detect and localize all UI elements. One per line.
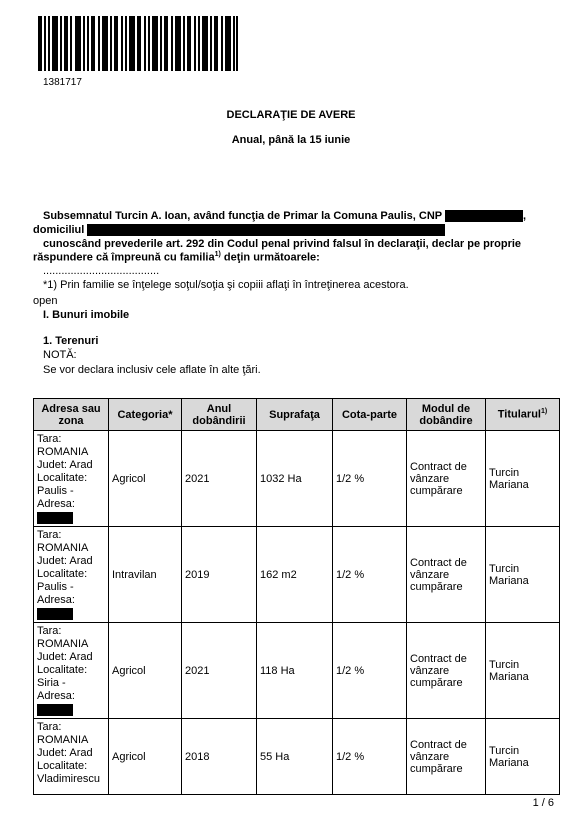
footnote-ref: 1): [214, 251, 221, 258]
document-title: DECLARAŢIE DE AVERE: [226, 109, 356, 121]
cell-holder: Turcin Mariana: [486, 719, 560, 795]
address-locality-value: Paulis -: [37, 485, 74, 497]
cell-area: 1032 Ha: [257, 431, 333, 527]
address-country-label: Tara:: [37, 529, 62, 541]
cell-year: 2021: [182, 431, 257, 527]
address-street-label: Adresa:: [37, 498, 75, 510]
address-locality-label: Localitate:: [37, 760, 88, 772]
intro-comma: ,: [523, 210, 527, 222]
redacted-address: [37, 512, 73, 524]
cell-year: 2018: [182, 719, 257, 795]
document-id: 1381717: [43, 77, 82, 88]
cell-address: [34, 527, 109, 623]
cell-category: Agricol: [109, 431, 182, 527]
holder-footnote-ref: 1): [540, 408, 548, 416]
address-county: Judet: Arad: [37, 651, 93, 663]
open-label: open: [33, 295, 58, 307]
intro-domicile-label: domiciliul: [33, 224, 85, 236]
cell-acquisition-mode: Contract de vânzare cumpărare: [407, 719, 486, 795]
col-header-holder: [486, 399, 560, 431]
cell-address: [34, 719, 109, 795]
intro-line-3: cunoscând prevederile art. 292 din Codul penal privind falsul în declaraţii, declar pe proprie: [43, 238, 522, 250]
cell-holder: Turcin Mariana: [486, 527, 560, 623]
address-locality-value: Siria -: [37, 677, 66, 689]
intro-tail-text: deţin următoarele:: [220, 251, 320, 264]
table-row: [34, 719, 560, 795]
cell-category: Agricol: [109, 719, 182, 795]
table-header-row: [34, 399, 560, 431]
cell-address: [34, 431, 109, 527]
cell-category: Intravilan: [109, 527, 182, 623]
redacted-address: [37, 608, 73, 620]
address-street-label: Adresa:: [37, 690, 75, 702]
address-country-value: ROMANIA: [37, 734, 89, 746]
col-header-area: Suprafaţa: [257, 399, 333, 431]
dots-line: ......................................: [43, 265, 160, 277]
barcode: [38, 16, 238, 71]
address-county: Judet: Arad: [37, 459, 93, 471]
address-country-label: Tara:: [37, 721, 62, 733]
table-row: [34, 431, 560, 527]
cell-year: 2019: [182, 527, 257, 623]
address-country-value: ROMANIA: [37, 446, 89, 458]
cell-area: 55 Ha: [257, 719, 333, 795]
redacted-domicile: [87, 224, 445, 236]
section-title: I. Bunuri imobile: [43, 309, 130, 321]
intro-line-2: [33, 224, 445, 236]
page-number: 1 / 6: [532, 797, 554, 809]
table-row: [34, 623, 560, 719]
address-country-label: Tara:: [37, 433, 62, 445]
cell-share: 1/2 %: [333, 527, 407, 623]
address-locality-label: Localitate:: [37, 664, 88, 676]
document-subtitle: Anual, până la 15 iunie: [231, 134, 351, 146]
address-locality-label: Localitate:: [37, 472, 88, 484]
address-locality-value: Paulis -: [37, 581, 74, 593]
nota-text: Se vor declara inclusiv cele aflate în alte ţări.: [43, 364, 261, 376]
col-header-year: Anul dobândirii: [182, 399, 257, 431]
cell-year: 2021: [182, 623, 257, 719]
col-header-share: Cota-parte: [333, 399, 407, 431]
cell-share: 1/2 %: [333, 623, 407, 719]
cell-area: 118 Ha: [257, 623, 333, 719]
address-country-value: ROMANIA: [37, 542, 89, 554]
intro-line-1: [43, 210, 526, 222]
table-row: [34, 527, 560, 623]
redacted-address: [37, 704, 73, 716]
family-footnote: *1) Prin familie se înţelege soţul/soţia şi copiii aflaţi în întreţinerea acestora.: [43, 279, 409, 291]
nota-label: NOTĂ:: [43, 349, 77, 361]
address-county: Judet: Arad: [37, 555, 93, 567]
address-locality-value: Vladimirescu: [37, 773, 100, 785]
address-locality-label: Localitate:: [37, 568, 88, 580]
intro-declarant-text: Subsemnatul Turcin A. Ioan, având funcţia de Primar la Comuna Paulis, CNP: [43, 210, 442, 222]
address-country-label: Tara:: [37, 625, 62, 637]
cell-acquisition-mode: Contract de vânzare cumpărare: [407, 623, 486, 719]
cell-acquisition-mode: Contract de vânzare cumpărare: [407, 431, 486, 527]
col-header-category: Categoria*: [109, 399, 182, 431]
cell-share: 1/2 %: [333, 431, 407, 527]
col-header-address: Adresa sau zona: [34, 399, 109, 431]
intro-family-text: răspundere că împreună cu familia: [33, 251, 215, 264]
address-street-label: Adresa:: [37, 594, 75, 606]
col-header-holder-label: Titularul: [497, 408, 541, 421]
col-header-acquisition-mode: Modul de dobândire: [407, 399, 486, 431]
cell-share: 1/2 %: [333, 719, 407, 795]
subsection-title: 1. Terenuri: [43, 335, 99, 347]
address-country-value: ROMANIA: [37, 638, 89, 650]
cell-address: [34, 623, 109, 719]
intro-line-4: [33, 251, 320, 264]
cell-category: Agricol: [109, 623, 182, 719]
redacted-cnp: [445, 210, 523, 222]
cell-acquisition-mode: Contract de vânzare cumpărare: [407, 527, 486, 623]
cell-holder: Turcin Mariana: [486, 623, 560, 719]
cell-holder: Turcin Mariana: [486, 431, 560, 527]
land-table: [33, 398, 560, 795]
cell-area: 162 m2: [257, 527, 333, 623]
address-county: Judet: Arad: [37, 747, 93, 759]
